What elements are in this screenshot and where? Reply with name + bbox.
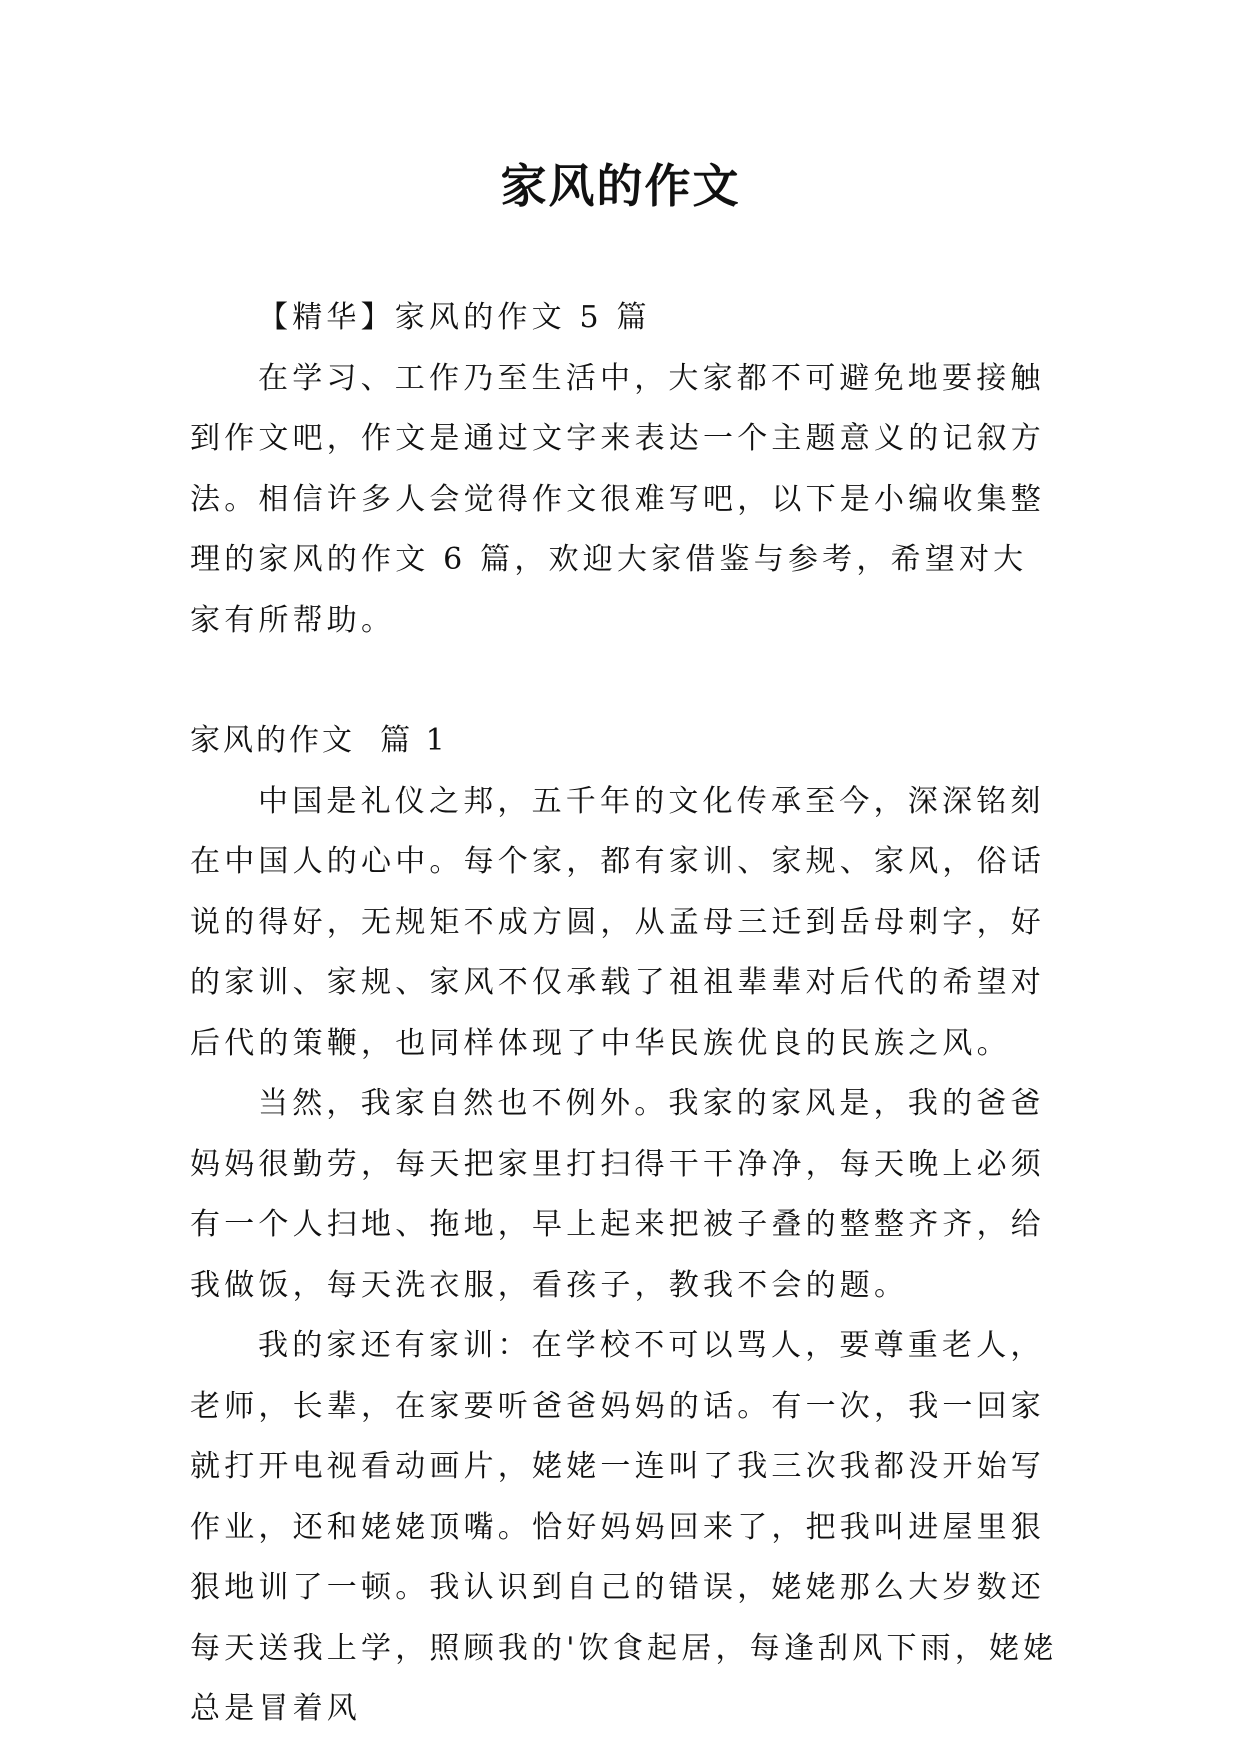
document-subtitle: 【精华】家风的作文 5 篇 — [258, 300, 651, 335]
intro-paragraph: 在学习、工作乃至生活中，大家都不可避免地要接触到作文吧，作文是通过文字来表达一个主题意义的记叙方法。相信许多人会觉得作文很难写吧，以下是小编收集整理的家风的作文 6 篇，欢迎大家借鉴与参考，希望对大家有所帮助。 — [190, 360, 1045, 638]
document-body — [190, 288, 1060, 1740]
paragraph-gap — [190, 651, 1060, 711]
document-title: 家风的作文 — [500, 159, 741, 213]
body-paragraph-3: 我的家还有家训：在学校不可以骂人，要尊重老人，老师，长辈，在家要听爸爸妈妈的话。有一次，我一回家就打开电视看动画片，姥姥一连叫了我三次我都没开始写作业，还和姥姥顶嘴。恰好妈妈回来了，把我叫进屋里狠狠地训了一顿。我认识到自己的错误，姥姥那么大岁数还每天送我上学，照顾我的'饮食起居，每逢刮风下雨，姥姥总是冒着风 — [190, 1328, 1058, 1726]
body-paragraph-2: 当然，我家自然也不例外。我家的家风是，我的爸爸妈妈很勤劳，每天把家里打扫得干干净净，每天晚上必须有一个人扫地、拖地，早上起来把被子叠的整整齐齐，给我做饭，每天洗衣服，看孩子，教我不会的题。 — [190, 1086, 1045, 1303]
body-paragraph-1: 中国是礼仪之邦，五千年的文化传承至今，深深铭刻在中国人的心中。每个家，都有家训、家规、家风，俗话说的得好，无规矩不成方圆，从孟母三迁到岳母刺字，好的家训、家规、家风不仅承载了祖祖辈辈对后代的希望对后代的策鞭，也同样体现了中华民族优良的民族之风。 — [190, 783, 1045, 1061]
section-heading: 家风的作文 篇 1 — [190, 723, 448, 758]
